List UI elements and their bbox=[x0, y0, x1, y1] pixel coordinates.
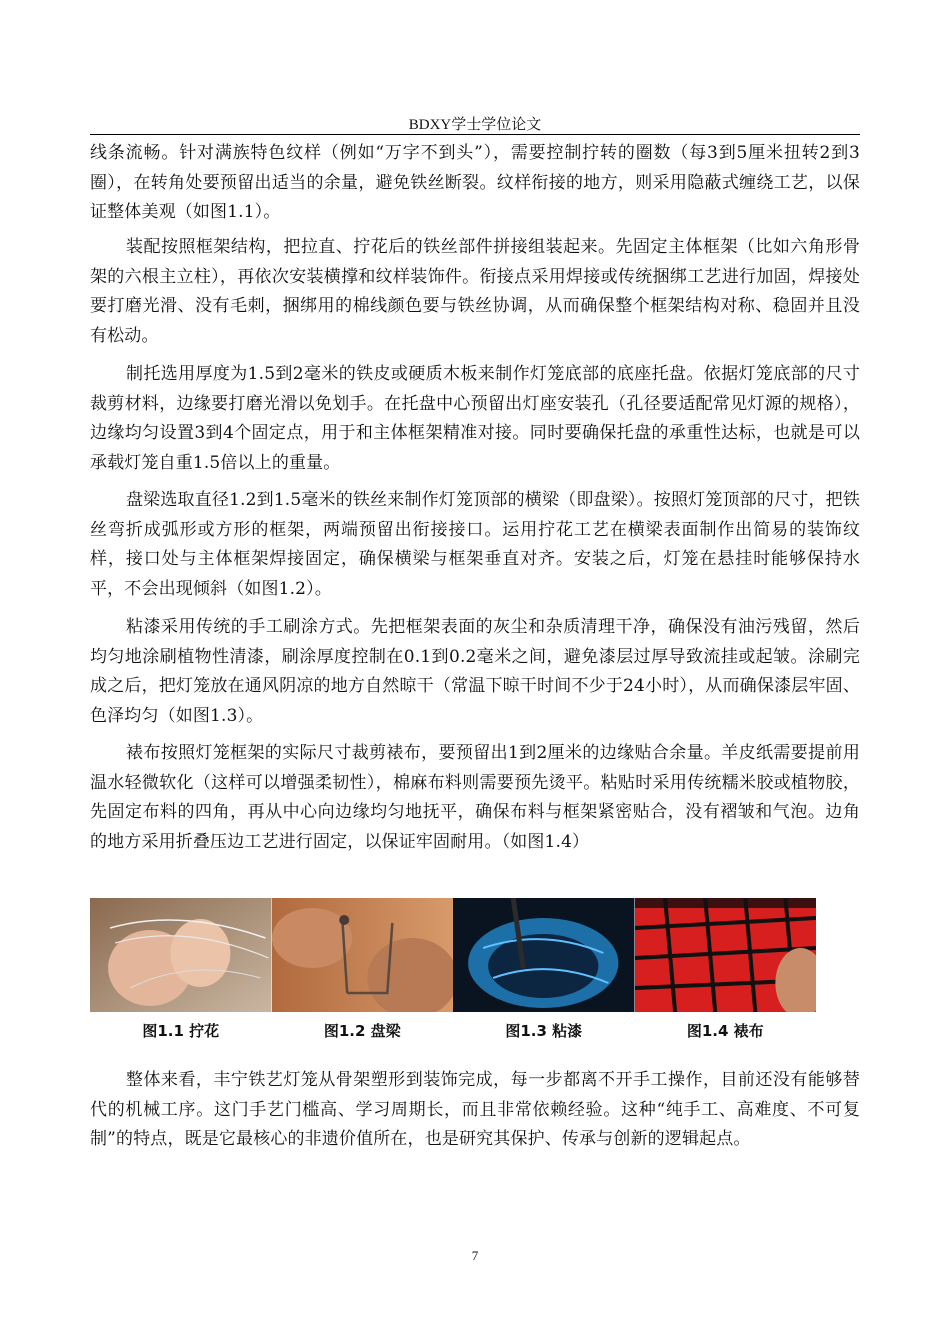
paragraph-2: 装配按照框架结构，把拉直、拧花后的铁丝部件拼接组装起来。先固定主体框架（比如六角形骨架的六根主立柱），再依次安装横撑和纹样装饰件。衔接点采用焊接或传统捆绑工艺进行加固，焊接处要打磨光滑、没有毛刺，捆绑用的棉线颜色要与铁丝协调，从而确保整个框架结构对称、稳固并且没有松动。 bbox=[90, 237, 860, 346]
figure-4-image bbox=[635, 898, 817, 1012]
figure-2-image bbox=[272, 898, 454, 1012]
paragraph-6: 裱布按照灯笼框架的实际尺寸裁剪裱布，要预留出1到2厘米的边缘贴合余量。羊皮纸需要提前用温水轻微软化（这样可以增强柔韧性），棉麻布料则需要预先烫平。粘贴时采用传统糯米胶或植物胶，先固定布料的四角，再从中心向边缘均匀地抚平，确保布料与框架紧密贴合，没有褶皱和气泡。边角的地方采用折叠压边工艺进行固定，以保证牢固耐用。（如图1.4） bbox=[90, 743, 860, 852]
page-number: 7 bbox=[471, 1248, 479, 1263]
figure-4-caption: 图1.4 裱布 bbox=[686, 1022, 764, 1040]
figure-captions bbox=[90, 1020, 816, 1042]
figure-1-caption: 图1.1 拧花 bbox=[142, 1022, 220, 1040]
figure-3-image bbox=[453, 898, 635, 1012]
paragraph-5: 粘漆采用传统的手工刷涂方式。先把框架表面的灰尘和杂质清理干净，确保没有油污残留，然后均匀地涂刷植物性清漆，刷涂厚度控制在0.1到0.2毫米之间，避免漆层过厚导致流挂或起皱。涂刷完成之后，把灯笼放在通风阴凉的地方自然晾干（常温下晾干时间不少于24小时），从而确保漆层牢固、色泽均匀（如图1.3）。 bbox=[90, 617, 860, 726]
paragraph-1: 线条流畅。针对满族特色纹样（例如“万字不到头”），需要控制拧转的圈数（每3到5厘米扭转2到3圈），在转角处要预留出适当的余量，避免铁丝断裂。纹样衔接的地方，则采用隐蔽式缠绕工艺，以保证整体美观（如图1.1）。 bbox=[90, 143, 860, 222]
page-header-title: BDXY学士学位论文 bbox=[408, 117, 542, 133]
paragraph-4: 盘梁选取直径1.2到1.5毫米的铁丝来制作灯笼顶部的横梁（即盘梁）。按照灯笼顶部的尺寸，把铁丝弯折成弧形或方形的框架，两端预留出衔接接口。运用拧花工艺在横梁表面制作出简易的装饰纹样，接口处与主体框架焊接固定，确保横梁与框架垂直对齐。安装之后，灯笼在悬挂时能够保持水平，不会出现倾斜（如图1.2）。 bbox=[90, 490, 860, 599]
figure-strip bbox=[90, 898, 816, 1012]
paragraph-7: 整体来看，丰宁铁艺灯笼从骨架塑形到装饰完成，每一步都离不开手工操作，目前还没有能够替代的机械工序。这门手艺门槛高、学习周期长，而且非常依赖经验。这种“纯手工、高难度、不可复制”的特点，既是它最核心的非遗价值所在，也是研究其保护、传承与创新的逻辑起点。 bbox=[90, 1070, 860, 1149]
paragraph-3: 制托选用厚度为1.5到2毫米的铁皮或硬质木板来制作灯笼底部的底座托盘。依据灯笼底部的尺寸裁剪材料，边缘要打磨光滑以免划手。在托盘中心预留出灯座安装孔（孔径要适配常见灯源的规格），边缘均匀设置3到4个固定点，用于和主体框架精准对接。同时要确保托盘的承重性达标，也就是可以承载灯笼自重1.5倍以上的重量。 bbox=[90, 364, 860, 473]
figure-3-caption: 图1.3 粘漆 bbox=[505, 1022, 583, 1040]
figure-1-image bbox=[90, 898, 272, 1012]
header-rule bbox=[90, 134, 860, 135]
figure-2-caption: 图1.2 盘梁 bbox=[323, 1022, 401, 1040]
